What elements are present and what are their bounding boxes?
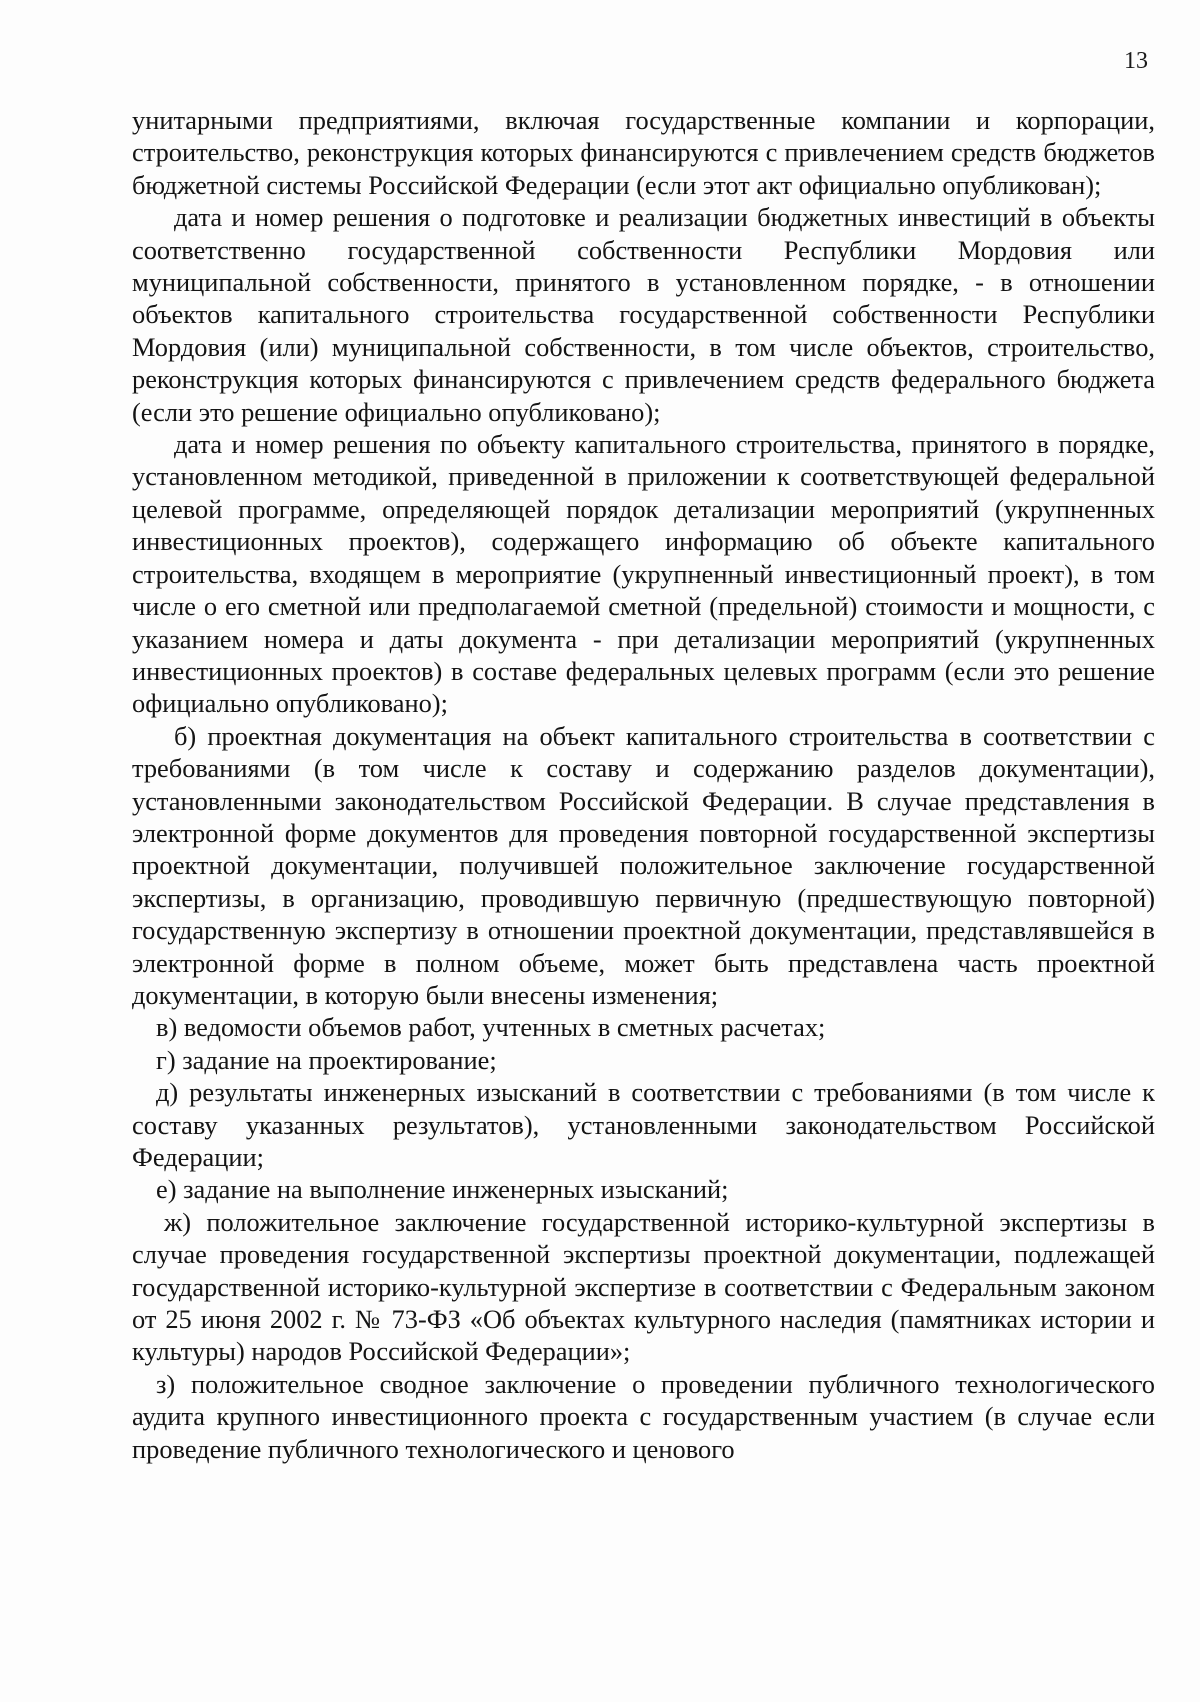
paragraph-item-e-survey-assignment: е) задание на выполнение инженерных изысканий; [156,1174,729,1205]
paragraph-item-zh-cultural-expertise: ж) положительное заключение государственной историко-культурной экспертизы в случае проведения государственной экспертизы проектной документации, подлежащей государственной историко-культурной экспертизе в соответствии с Федеральным законом от 25 июня 2002 г. № 73-ФЗ «Об объектах культурного наследия (памятниках истории и культуры) народов Российской Федерации»; [132,1206,1155,1367]
paragraph-item-b-project-documentation: б) проектная документация на объект капитального строительства в соответствии с требованиями (в том числе к составу и содержанию разделов документации), установленными законодательством Российской Федерации. В случае представления в электронной форме документов для проведения повторной государственной экспертизы проектной документации, получившей положительное заключение государственной экспертизы, в организацию, проводившую первичную (предшествующую повторной) государственную экспертизу в отношении проектной документации, представлявшейся в электронной форме в полном объеме, может быть представлена часть проектной документации, в которую были внесены изменения; [132,720,1155,1010]
page-number: 13 [1124,48,1148,74]
paragraph-decision-capital-construction: дата и номер решения по объекту капитального строительства, принятого в порядке, установленном методикой, приведенной в приложении к соответствующей федеральной целевой программе, определяющей порядок детализации мероприятий (укрупненных инвестиционных проектов), содержащего информацию об объекте капитального строительства, входящем в мероприятие (укрупненный инвестиционный проект), в том числе о его сметной или предполагаемой сметной (предельной) стоимости и мощности, с указанием номера и даты документа - при детализации мероприятий (укрупненных инвестиционных проектов) в составе федеральных целевых программ (если это решение официально опубликовано); [132,429,1155,719]
paragraph-item-d-engineering-surveys: д) результаты инженерных изысканий в соответствии с требованиями (в том числе к составу указанных результатов), установленными законодательством Российской Федерации; [132,1077,1155,1172]
paragraph-decision-budget-investments: дата и номер решения о подготовке и реализации бюджетных инвестиций в объекты соответственно государственной собственности Республики Мордовия или муниципальной собственности, принятого в установленном порядке, - в отношении объектов капитального строительства государственной собственности Республики Мордовия (или) муниципальной собственности, в том числе объектов, строительство, реконструкция которых финансируются с привлечением средств федерального бюджета (если это решение официально опубликовано); [132,202,1155,427]
paragraph-item-z-technological-audit: з) положительное сводное заключение о проведении публичного технологического аудита крупного инвестиционного проекта с государственным участием (в случае если проведение публичного технологического и ценового [132,1368,1155,1464]
paragraph-item-g-design-assignment: г) задание на проектирование; [156,1044,497,1075]
paragraph-item-v-work-statements: в) ведомости объемов работ, учтенных в сметных расчетах; [156,1012,826,1043]
paragraph-continuation: унитарными предприятиями, включая государственные компании и корпорации, строительство, реконструкция которых финансируются с привлечением средств бюджетов бюджетной системы Российской Федерации (если этот акт официально опубликован); [132,105,1155,200]
document-body [132,104,1155,1465]
